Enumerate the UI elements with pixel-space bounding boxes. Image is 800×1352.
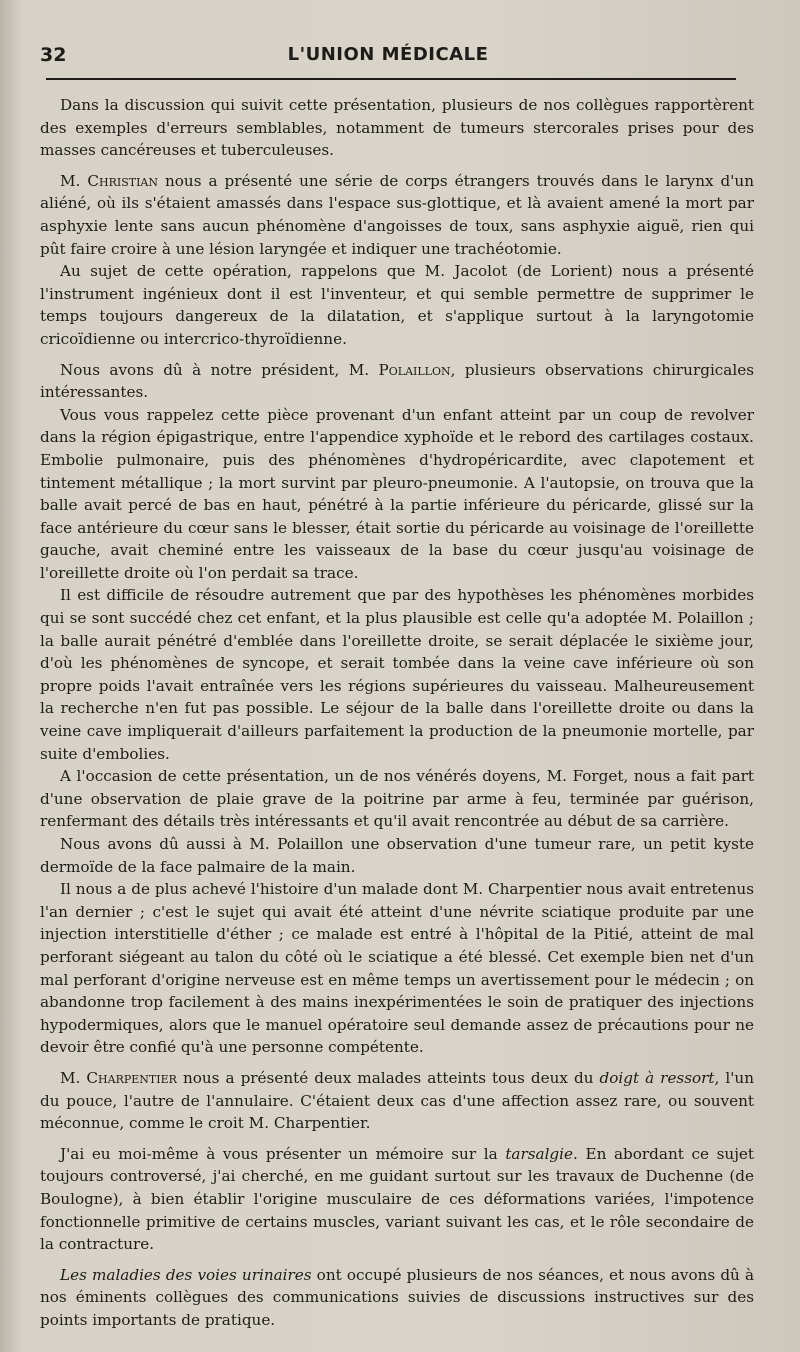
page-header	[40, 44, 736, 68]
page-number: 32	[40, 44, 67, 66]
paragraph	[40, 359, 754, 404]
paragraph-text: ont occupé plusieurs de nos séances, et nous avons dû à nos éminents collègues des communications suivies de discussions instructives sur des points importants de pratique.	[40, 1265, 754, 1329]
paragraph	[40, 1067, 754, 1135]
paragraph	[40, 765, 754, 833]
paragraph	[40, 584, 754, 765]
paragraph-text: Il est difficile de résoudre autrement que par des hypothèses les phénomènes morbides qui se sont succédé chez cet enfant, et la plus plausible est celle qu'a adoptée M. Polaillon ; la balle aurait pénétré d'emblée dans l'oreillette droite, se serait déplacée le sixième jour, d'où les phénomènes de syncope, et serait tombée dans la veine cave inférieure où son propre poids l'avait entraînée vers les régions supérieures du vaisseau. Malheureusement la recherche n'en fut pas possible. Le séjour de la balle dans l'oreillette droite ou dans la veine cave impliquerait d'ailleurs parfaitement la production de la pneumonie mortelle, par suite d'embolies.	[40, 586, 754, 763]
running-title: L'UNION MÉDICALE	[287, 44, 489, 65]
paragraph-text: , l'un du pouce, l'autre de l'annulaire. C'étaient deux cas d'une affection assez rare, ou souvent méconnue, comme le croit M. Charpentier.	[40, 1068, 754, 1133]
italic-text: doigt à ressort	[599, 1068, 715, 1087]
paragraph-text: . En abordant ce sujet toujours controversé, j'ai cherché, en me guidant surtout sur les travaux de Duchenne (de Boulogne), à bien établir l'origine musculaire de ces déformations variées, l'impotence fonctionnelle primitive de certains muscles, variant suivant les cas, et le rôle secondaire de la contracture.	[40, 1144, 755, 1254]
small-caps-name: Christian	[87, 171, 159, 190]
paragraph-text: A l'occasion de cette présentation, un de nos vénérés doyens, M. Forget, nous a fait part d'une observation de plaie grave de la poitrine par arme à feu, terminée par guérison, renfermant des détails très intéressants et qu'il avait rencontrée au début de sa carrière.	[40, 767, 754, 831]
paragraph-text: , plusieurs observations chirurgicales intéressantes.	[40, 360, 755, 402]
paragraph	[40, 1264, 754, 1332]
paragraph-text: nous a présenté deux malades atteints tous deux du	[176, 1068, 600, 1087]
paragraph-text: Vous vous rappelez cette pièce provenant d'un enfant atteint par un coup de revolver dans la région épigastrique, entre l'appendice xyphoïde et le rebord des cartilages costaux. Embolie pulmonaire, puis des phénomènes d'hydropéricardite, avec clapotement et tintement métallique ; la mort survint par pleuro-pneumonie. A l'autopsie, on trouva que la balle avait percé de bas en haut, pénétré à la partie inférieure du péricarde, glissé sur la face antérieure du cœur sans le blesser, était sortie du péricarde au voisinage de l'oreillette gauche, avait cheminé entre les vaisseaux de la base du cœur jusqu'au voisinage de l'oreillette droite où l'on perdait sa trace.	[40, 405, 754, 582]
paragraph-text: M.	[60, 171, 88, 190]
paragraph	[40, 260, 754, 350]
paragraph-text: J'ai eu moi-même à vous présenter un mémoire sur la	[60, 1144, 506, 1163]
paragraph-text: Au sujet de cette opération, rappelons que M. Jacolot (de Lorient) nous a présenté l'instrument ingénieux dont il est l'inventeur, et qui semble permettre de supprimer le temps toujours dangereux de la dilatation, et s'applique surtout à la laryngotomie cricoïdienne ou intercrico-thyroïdienne.	[40, 262, 754, 348]
paragraph	[40, 878, 754, 1059]
paragraph	[40, 1143, 754, 1256]
italic-text: Les maladies des voies urinaires	[60, 1265, 312, 1284]
paragraph-text: M.	[60, 1068, 87, 1087]
paragraph	[40, 94, 754, 162]
small-caps-name: Polaillon	[378, 360, 451, 379]
body-text	[40, 94, 754, 1331]
paragraph-text: Nous avons dû aussi à M. Polaillon une observation d'une tumeur rare, un petit kyste dermoïde de la face palmaire de la main.	[40, 835, 754, 876]
paragraph-text: Il nous a de plus achevé l'histoire d'un malade dont M. Charpentier nous avait entretenus l'an dernier ; c'est le sujet qui avait été atteint d'une névrite sciatique produite par une injection interstitielle d'éther ; ce malade est entré à l'hôpital de la Pitié, atteint de mal perforant siégeant au talon du côté où le sciatique a été blessé. Cet exemple bien net d'un mal perforant d'origine nerveuse est en même temps un avertissement pour le médecin ; on abandonne trop facilement à des mains inexpérimentées le soin de pratiquer des injections hypodermiques, alors que le manuel opératoire seul demande assez de précautions pour ne devoir être confié qu'à une personne compétente.	[40, 880, 754, 1057]
italic-text: tarsalgie	[505, 1144, 574, 1163]
small-caps-name: Charpentier	[86, 1068, 177, 1087]
header-rule	[46, 78, 736, 80]
paragraph-text: Dans la discussion qui suivit cette présentation, plusieurs de nos collègues rapportèrent des exemples d'erreurs semblables, notamment de tumeurs stercorales prises pour des masses cancéreuses et tuberculeuses.	[40, 96, 754, 160]
paragraph	[40, 404, 754, 585]
paragraph	[40, 833, 754, 878]
paragraph-text: Nous avons dû à notre président, M.	[60, 360, 379, 379]
paragraph-text: nous a présenté une série de corps étrangers trouvés dans le larynx d'un aliéné, où ils s'étaient amassés dans l'espace sus-glottique, et là avaient amené la mort par asphyxie lente sans aucun phénomène d'angoisses de toux, sans asphyxie aiguë, rien qui pût faire croire à une lésion laryngée et indiquer une trachéotomie.	[40, 171, 754, 258]
paragraph	[40, 170, 754, 260]
